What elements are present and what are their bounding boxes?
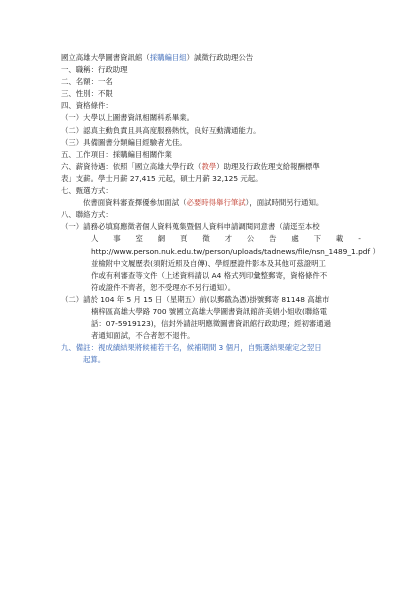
note-line-b: 起算。 [83,355,106,365]
item-salary [61,161,361,173]
salary-highlight: 教學 [201,161,217,171]
contact-1-spread-line: 人 事 室 網 頁 徵 才 公 告 處 下 載 - [91,234,361,244]
item-method-heading: 七、甄選方式： [61,186,113,196]
contact-1-line-d: 符或證件不齊者，恕不受理亦不另行通知）。 [91,282,236,292]
title-prefix: 國立高雄大學圖書資訊館（ [61,53,150,62]
method-part-a: 依書面資料審查擇優參加面試（ [83,198,187,208]
qualification-2: （二）認真主動負責且具高度服務熱忱，良好互動溝通能力。 [61,125,261,135]
contact-1-line-1: （一）請務必填寫應徵者個人資料蒐集暨個人資料申請調閱同意書（請逕至本校 [61,222,320,232]
title-highlight: 採購編目組 [149,53,187,62]
salary-part-a: 六、薪資待遇：依照「國立高雄大學行政（ [61,161,202,171]
item-position: 一、職稱：行政助理 [61,65,128,75]
salary-continuation: 表」支薪。學士月薪 27,415 元起，碩士月薪 32,125 元起。 [61,173,263,183]
contact-1-url[interactable]: http://www.person.nuk.edu.tw/person/uploads/tadnews/file/nsn_1489_1.pdf ） [91,246,380,256]
qualification-1: （一）大學以上圖書資訊相關科系畢業。 [61,113,195,123]
contact-2-line-a: （二）請於 104 年 5 月 15 日（星期五）前(以郵戳為憑)掛號郵寄 81148 高雄市 [61,294,330,304]
item-work: 五、工作項目：採購編目相關作業 [61,149,172,159]
contact-2-line-d: 者通知面試，不合者恕不退件。 [91,331,195,341]
item-gender: 三、性別：不限 [61,89,113,99]
salary-part-c: ）助理及行政佐理支給報酬標準 [216,161,320,171]
item-quota: 二、名額：一名 [61,77,113,87]
announcement-body [61,52,380,366]
contact-1-line-c: 作或有利審查等文件（上述資料請以 A4 格式列印彙整郵寄，資格條件不 [91,270,328,280]
method-part-c: ），面試時間另行通知。 [245,198,324,208]
method-detail [61,197,361,209]
note-line-a: 九、備註：視成績結果將候補若干名，候補期間 3 個月，自甄選結果確定之翌日 [61,343,322,353]
qualification-3: （三）具備圖書分類編目經驗者尤佳。 [61,137,187,147]
contact-1-line-b: 並檢附中文履歷表(須附近照及自傳)、學經歷證件影本及其他可茲證明工 [91,258,326,268]
contact-2-line-c: 話：07-5919123)，信封外請註明應徵圖書資訊館行政助理；經初審通過 [91,319,332,329]
item-qualification-heading: 四、資格條件： [61,101,113,111]
contact-2-line-b: 楠梓區高雄大學路 700 號國立高雄大學圖書資訊館許美娟小姐收(聯絡電 [91,306,328,316]
method-highlight: 必要時得舉行筆試 [186,198,246,208]
title-suffix: ）誠徵行政助理公告 [186,53,254,62]
page-title [61,52,361,64]
item-contact-heading: 八、聯絡方式： [61,210,113,220]
